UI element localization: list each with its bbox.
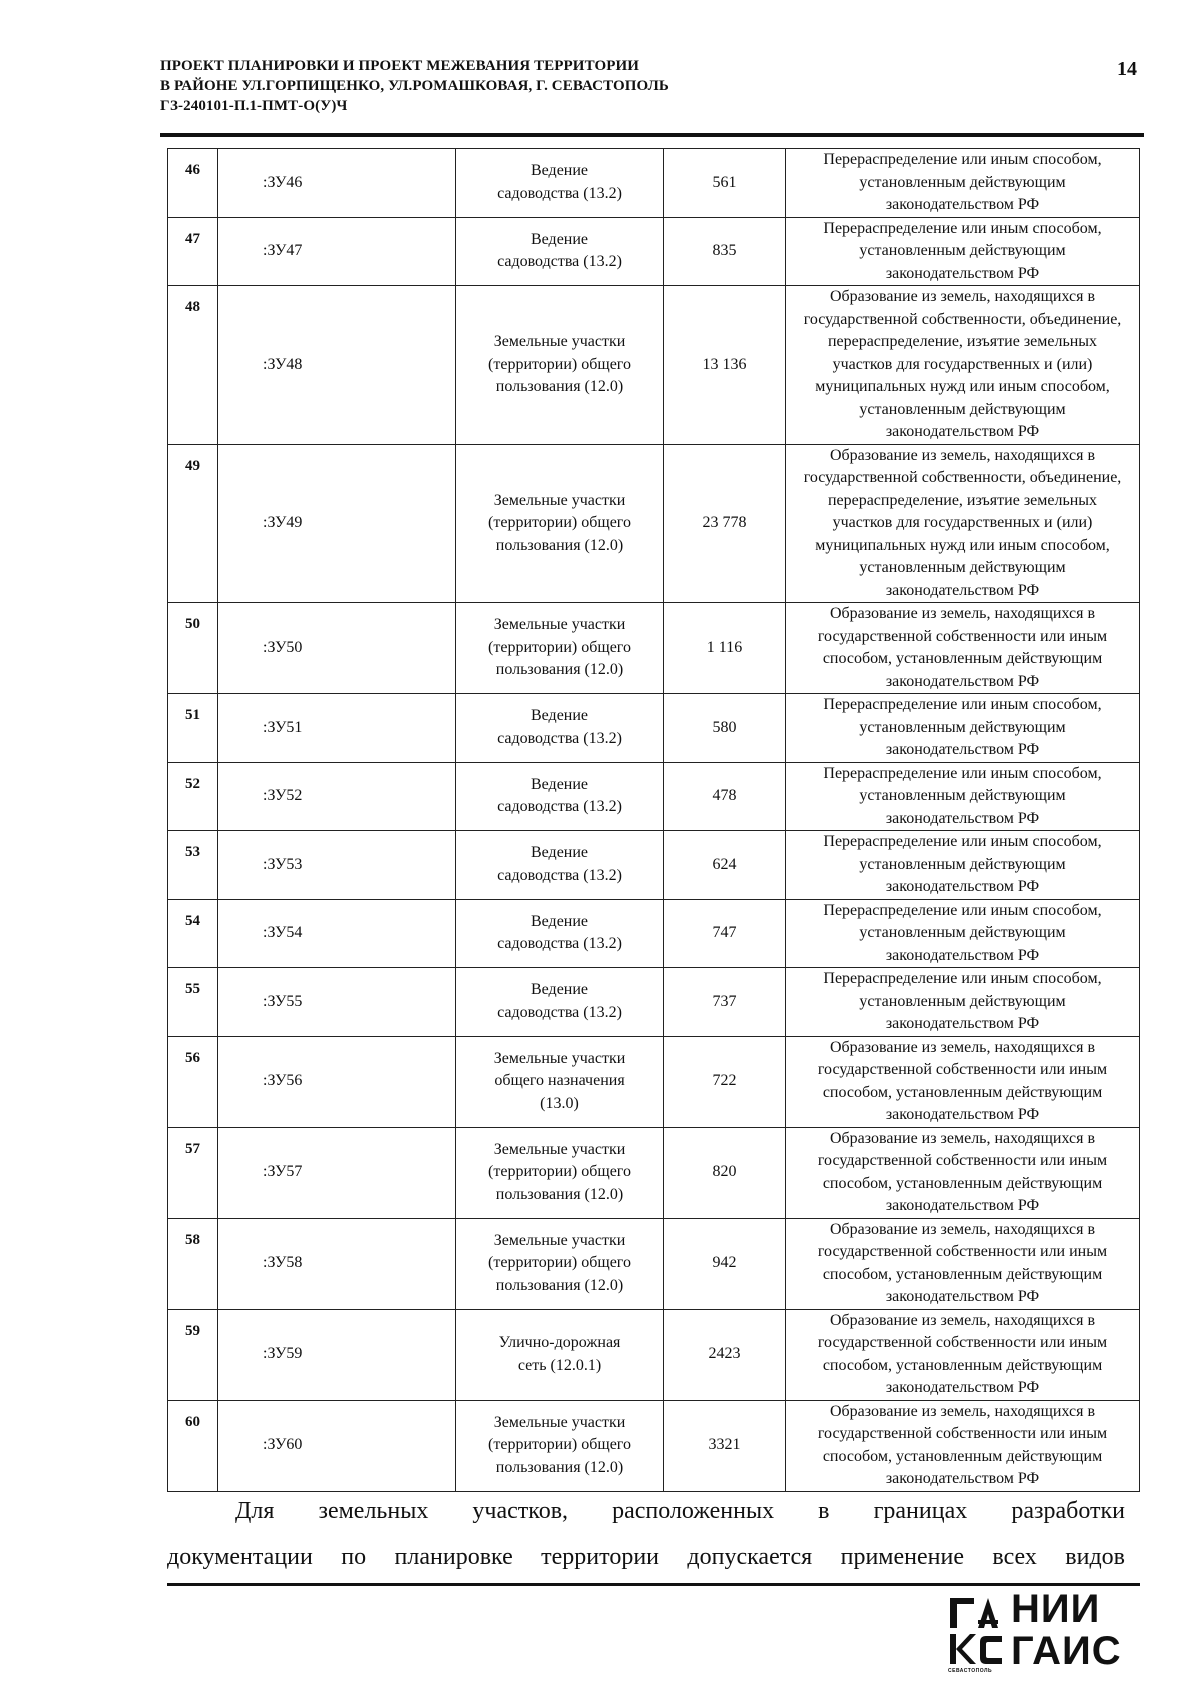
formation-method-line: Образование из земель, находящихся в [829, 1220, 1096, 1238]
cell-formation-method [786, 149, 1140, 218]
cell-permitted-use [456, 1218, 664, 1309]
permitted-use-line: садоводства (13.2) [497, 729, 622, 747]
cell-plot-code: :ЗУ48 [218, 286, 456, 445]
table-row [168, 217, 1140, 286]
cell-area: 580 [664, 694, 786, 763]
formation-method-line: законодательством РФ [885, 423, 1040, 440]
permitted-use-line: (территории) общего [488, 1436, 631, 1454]
permitted-use-line: (территории) общего [488, 514, 631, 531]
cell-area: 2423 [664, 1309, 786, 1400]
cell-plot-code: :ЗУ58 [218, 1218, 456, 1309]
cell-plot-code: :ЗУ50 [218, 603, 456, 694]
permitted-use-line: Земельные участки [493, 1140, 626, 1158]
cell-plot-code: :ЗУ57 [218, 1127, 456, 1218]
cell-row-number: 55 [168, 968, 218, 1037]
formation-method-line: перераспределение, изъятие земельных [827, 491, 1098, 509]
table-body [168, 149, 1140, 1492]
formation-method-line: Образование из земель, находящихся в [829, 288, 1096, 305]
cell-area: 722 [664, 1036, 786, 1127]
cell-row-number: 58 [168, 1218, 218, 1309]
formation-method-line: законодательством РФ [885, 264, 1040, 282]
cell-formation-method [786, 1309, 1140, 1400]
formation-method-line: государственной собственности, объединение, [803, 310, 1122, 328]
permitted-use-line: пользования (12.0) [495, 536, 624, 554]
permitted-use-line: садоводства (13.2) [497, 798, 622, 816]
formation-method-line: законодательством РФ [885, 878, 1040, 895]
permitted-use-line: Земельные участки [493, 333, 626, 350]
cell-area: 737 [664, 968, 786, 1037]
formation-method-line: законодательством РФ [885, 1379, 1040, 1396]
cell-row-number: 59 [168, 1309, 218, 1400]
permitted-use-line: Земельные участки [493, 616, 626, 634]
cell-permitted-use [456, 899, 664, 968]
cell-plot-code: :ЗУ59 [218, 1309, 456, 1400]
cell-plot-code: :ЗУ46 [218, 149, 456, 218]
cell-area: 1 116 [664, 603, 786, 694]
cell-formation-method [786, 899, 1140, 968]
permitted-use-line: пользования (12.0) [495, 661, 624, 679]
permitted-use-line: Земельные участки [493, 1413, 626, 1431]
document-title-line-1: ПРОЕКТ ПЛАНИРОВКИ И ПРОЕКТ МЕЖЕВАНИЯ ТЕРРИТОРИИ [160, 58, 640, 74]
cell-formation-method [786, 286, 1140, 445]
cell-formation-method [786, 603, 1140, 694]
body-paragraph [167, 1488, 1125, 1580]
cell-area: 624 [664, 831, 786, 900]
permitted-use-line: (территории) общего [488, 355, 631, 373]
formation-method-line: Образование из земель, находящихся в [829, 1311, 1096, 1329]
cell-permitted-use [456, 968, 664, 1037]
cell-permitted-use [456, 831, 664, 900]
cell-plot-code: :ЗУ56 [218, 1036, 456, 1127]
formation-method-line: законодательством РФ [885, 1197, 1040, 1214]
cell-plot-code: :ЗУ60 [218, 1400, 456, 1491]
table-row [168, 899, 1140, 968]
cell-row-number: 60 [168, 1400, 218, 1491]
cell-plot-code: :ЗУ55 [218, 968, 456, 1037]
cell-row-number: 54 [168, 899, 218, 968]
logo-text-bottom: ГАИС [1011, 1629, 1122, 1673]
permitted-use-line: (территории) общего [488, 1254, 631, 1272]
formation-method-line: законодательством РФ [885, 1015, 1040, 1032]
page-number: 14 [1117, 58, 1137, 80]
table-row [168, 762, 1140, 831]
permitted-use-line: садоводства (13.2) [497, 935, 622, 953]
formation-method-line: государственной собственности или иным [817, 1243, 1108, 1260]
formation-method-line: государственной собственности или иным [817, 627, 1108, 645]
permitted-use-line: пользования (12.0) [495, 1185, 624, 1203]
formation-method-line: способом, установленным действующим [822, 650, 1103, 667]
document-code: ГЗ-240101-П.1-ПМТ-О(У)Ч [160, 98, 348, 114]
formation-method-line: Образование из земель, находящихся в [829, 1129, 1096, 1147]
cell-row-number: 49 [168, 444, 218, 603]
table-row [168, 1309, 1140, 1400]
formation-method-line: Перераспределение или иным способом, [823, 696, 1102, 713]
table-row [168, 1218, 1140, 1309]
paragraph-line-2: документации по планировке территории допускается применение всех видов [167, 1544, 1125, 1570]
cell-row-number: 52 [168, 762, 218, 831]
permitted-use-line: общего назначения [494, 1072, 625, 1090]
cell-permitted-use [456, 286, 664, 445]
cell-area: 478 [664, 762, 786, 831]
cell-permitted-use [456, 1036, 664, 1127]
formation-method-line: законодательством РФ [885, 946, 1040, 964]
logo-wordmark [1011, 1588, 1122, 1672]
gais-emblem-icon [948, 1594, 1006, 1668]
permitted-use-line: (13.0) [540, 1094, 579, 1112]
formation-method-line: законодательством РФ [885, 196, 1040, 213]
formation-method-line: законодательством РФ [885, 1288, 1040, 1305]
formation-method-line: законодательством РФ [885, 809, 1040, 827]
table-row [168, 694, 1140, 763]
cell-permitted-use [456, 217, 664, 286]
logo-city-caption: СЕВАСТОПОЛЬ [948, 1668, 993, 1674]
cell-permitted-use [456, 694, 664, 763]
formation-method-line: Перераспределение или иным способом, [823, 970, 1102, 987]
cell-permitted-use [456, 1400, 664, 1491]
cell-row-number: 51 [168, 694, 218, 763]
formation-method-line: государственной собственности или иным [817, 1334, 1108, 1351]
cell-area: 835 [664, 217, 786, 286]
permitted-use-line: Земельные участки [493, 1049, 626, 1067]
table-row [168, 1400, 1140, 1491]
cell-formation-method [786, 694, 1140, 763]
permitted-use-line: Улично-дорожная [498, 1334, 621, 1351]
formation-method-line: Образование из земель, находящихся в [829, 1402, 1096, 1420]
cell-plot-code: :ЗУ51 [218, 694, 456, 763]
permitted-use-line: садоводства (13.2) [497, 866, 622, 884]
logo-text-top: НИИ [1011, 1587, 1101, 1631]
formation-method-line: законодательством РФ [885, 741, 1040, 758]
page-header [160, 56, 1145, 116]
table-row [168, 149, 1140, 218]
formation-method-line: установленным действующим [859, 173, 1066, 191]
formation-method-line: законодательством РФ [885, 672, 1040, 690]
formation-method-line: установленным действующим [859, 855, 1066, 873]
cell-formation-method [786, 968, 1140, 1037]
permitted-use-line: Земельные участки [493, 1231, 626, 1249]
cell-formation-method [786, 1127, 1140, 1218]
cell-formation-method [786, 1400, 1140, 1491]
formation-method-line: установленным действующим [859, 787, 1066, 804]
formation-method-line: законодательством РФ [885, 1106, 1040, 1123]
permitted-use-line: (территории) общего [488, 1163, 631, 1181]
formation-method-line: законодательством РФ [885, 1470, 1040, 1487]
cell-plot-code: :ЗУ49 [218, 444, 456, 603]
cell-permitted-use [456, 762, 664, 831]
cell-row-number: 47 [168, 217, 218, 286]
formation-method-line: установленным действующим [859, 242, 1066, 259]
paragraph-line-1: Для земельных участков, расположенных в границах разработки [235, 1498, 1125, 1524]
table-row [168, 831, 1140, 900]
cell-row-number: 56 [168, 1036, 218, 1127]
permitted-use-line: Ведение [530, 912, 589, 930]
document-title-line-2: В РАЙОНЕ УЛ.ГОРПИЩЕНКО, УЛ.РОМАШКОВАЯ, Г. СЕВАСТОПОЛЬ [160, 78, 669, 94]
permitted-use-line: Ведение [530, 707, 589, 725]
formation-method-line: государственной собственности или иным [817, 1152, 1108, 1169]
formation-method-line: Образование из земель, находящихся в [829, 605, 1096, 622]
table-row [168, 444, 1140, 603]
cell-plot-code: :ЗУ47 [218, 217, 456, 286]
cell-area: 13 136 [664, 286, 786, 445]
formation-method-line: способом, установленным действующим [822, 1356, 1103, 1374]
permitted-use-line: сеть (12.0.1) [517, 1356, 602, 1374]
formation-method-line: законодательством РФ [885, 581, 1040, 599]
formation-method-line: участков для государственных и (или) [832, 514, 1093, 531]
formation-method-line: Образование из земель, находящихся в [829, 446, 1096, 464]
permitted-use-line: Ведение [530, 775, 589, 793]
formation-method-line: установленным действующим [859, 924, 1066, 941]
cell-formation-method [786, 217, 1140, 286]
permitted-use-line: Ведение [530, 844, 589, 862]
cell-formation-method [786, 831, 1140, 900]
formation-method-line: Перераспределение или иным способом, [823, 151, 1102, 168]
permitted-use-line: пользования (12.0) [495, 1458, 624, 1476]
formation-method-line: способом, установленным действующим [822, 1447, 1103, 1465]
formation-method-line: способом, установленным действующим [822, 1265, 1103, 1283]
permitted-use-line: Земельные участки [493, 491, 626, 509]
cell-permitted-use [456, 1127, 664, 1218]
formation-method-line: Перераспределение или иным способом, [823, 901, 1102, 919]
table-row [168, 603, 1140, 694]
formation-method-line: установленным действующим [859, 992, 1066, 1010]
permitted-use-line: Ведение [530, 162, 589, 180]
cell-formation-method [786, 444, 1140, 603]
cell-area: 3321 [664, 1400, 786, 1491]
formation-method-line: установленным действующим [859, 718, 1066, 736]
formation-method-line: государственной собственности, объединение, [803, 469, 1122, 486]
footer-divider [167, 1583, 1140, 1586]
cell-area: 820 [664, 1127, 786, 1218]
cell-area: 942 [664, 1218, 786, 1309]
table-row [168, 968, 1140, 1037]
cell-plot-code: :ЗУ54 [218, 899, 456, 968]
formation-method-line: Образование из земель, находящихся в [829, 1038, 1096, 1056]
formation-method-line: установленным действующим [859, 400, 1066, 418]
cell-permitted-use [456, 1309, 664, 1400]
permitted-use-line: пользования (12.0) [495, 378, 624, 395]
header-divider [160, 133, 1144, 137]
cell-area: 561 [664, 149, 786, 218]
formation-method-line: муниципальных нужд или иным способом, [815, 536, 1110, 554]
permitted-use-line: садоводства (13.2) [497, 253, 622, 271]
permitted-use-line: (территории) общего [488, 638, 631, 656]
cell-row-number: 53 [168, 831, 218, 900]
formation-method-line: способом, установленным действующим [822, 1174, 1103, 1192]
nii-gais-logo [948, 1588, 1148, 1678]
cell-formation-method [786, 1036, 1140, 1127]
formation-method-line: муниципальных нужд или иным способом, [815, 378, 1110, 395]
cell-row-number: 57 [168, 1127, 218, 1218]
cell-plot-code: :ЗУ52 [218, 762, 456, 831]
cell-row-number: 48 [168, 286, 218, 445]
formation-method-line: государственной собственности или иным [817, 1425, 1108, 1442]
cell-permitted-use [456, 444, 664, 603]
cell-row-number: 46 [168, 149, 218, 218]
formation-method-line: способом, установленным действующим [822, 1083, 1103, 1101]
table-row [168, 1127, 1140, 1218]
formation-method-line: Перераспределение или иным способом, [823, 764, 1102, 782]
formation-method-line: Перераспределение или иным способом, [823, 833, 1102, 850]
table-row [168, 286, 1140, 445]
permitted-use-line: садоводства (13.2) [497, 184, 622, 202]
cell-plot-code: :ЗУ53 [218, 831, 456, 900]
cell-permitted-use [456, 149, 664, 218]
formation-method-line: государственной собственности или иным [817, 1061, 1108, 1078]
formation-method-line: перераспределение, изъятие земельных [827, 333, 1098, 350]
cell-area: 23 778 [664, 444, 786, 603]
permitted-use-line: садоводства (13.2) [497, 1003, 622, 1021]
cell-permitted-use [456, 603, 664, 694]
cell-formation-method [786, 1218, 1140, 1309]
formation-method-line: Перераспределение или иным способом, [823, 219, 1102, 237]
cell-area: 747 [664, 899, 786, 968]
table-row [168, 1036, 1140, 1127]
cell-formation-method [786, 762, 1140, 831]
permitted-use-line: пользования (12.0) [495, 1276, 624, 1294]
land-plots-table [167, 148, 1140, 1492]
cell-row-number: 50 [168, 603, 218, 694]
formation-method-line: участков для государственных и (или) [832, 355, 1093, 373]
permitted-use-line: Ведение [530, 981, 589, 999]
permitted-use-line: Ведение [530, 230, 589, 248]
formation-method-line: установленным действующим [859, 559, 1066, 576]
